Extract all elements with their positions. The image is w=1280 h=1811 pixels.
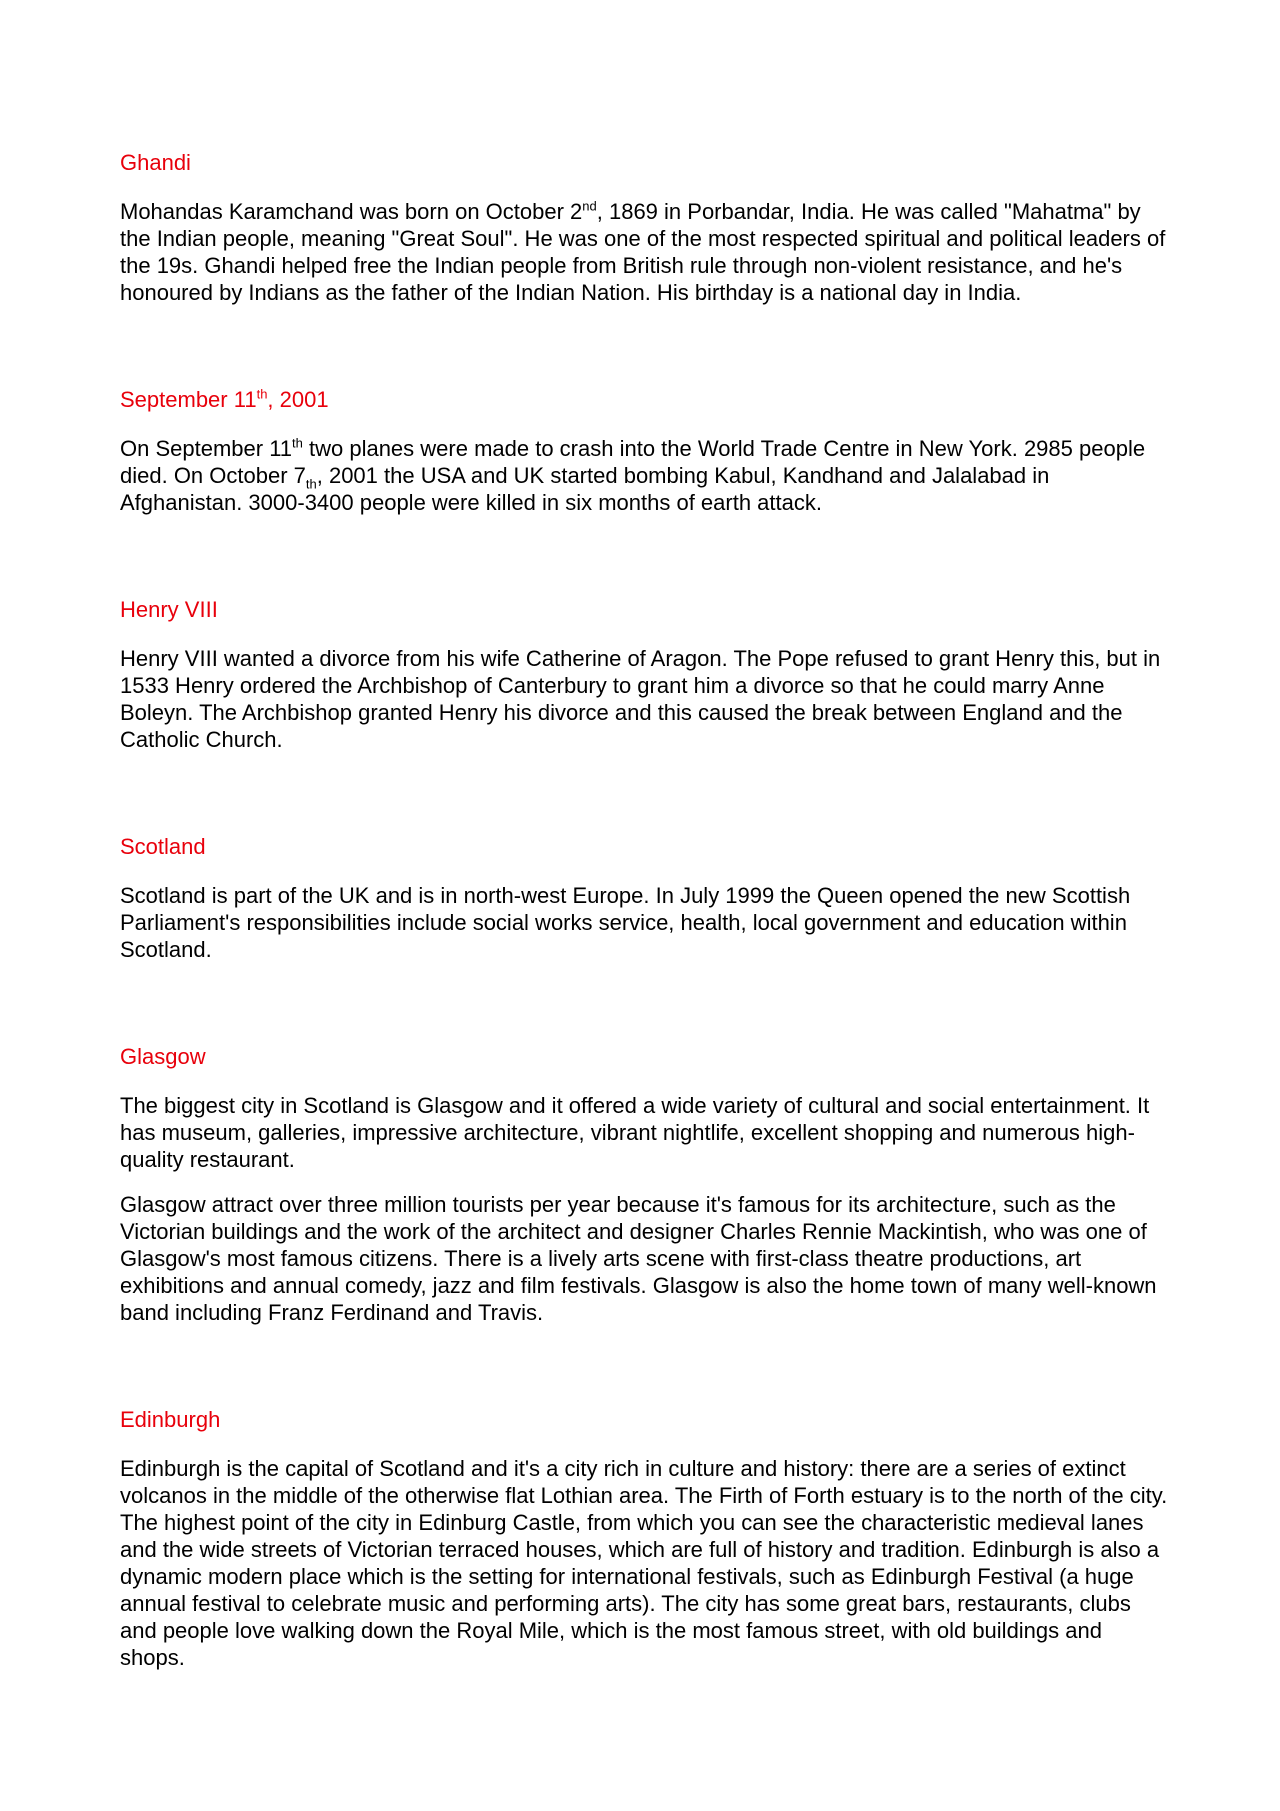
- heading-text: , 2001: [267, 387, 329, 412]
- paragraph: Glasgow attract over three million tourists per year because it's famous for its architecture, such as the Victorian buildings and the work of the architect and designer Charles Rennie Mackintish, who was one of Glasgow's most famous citizens. There is a lively arts scene with first-class theatre productions, art exhibitions and annual comedy, jazz and film festivals. Glasgow is also the home town of many well-known band including Franz Ferdinand and Travis.: [120, 1192, 1157, 1325]
- section-edinburgh: [120, 1407, 1170, 1671]
- section-henry-viii: [120, 597, 1170, 753]
- paragraph-text: Mohandas Karamchand was born on October 2: [120, 199, 583, 224]
- paragraph: Scotland is part of the UK and is in north-west Europe. In July 1999 the Queen opened the new Scottish Parliament's responsibilities include social works service, health, local government and education within Scotland.: [120, 883, 1131, 962]
- paragraph: [120, 435, 1170, 516]
- document-page: [120, 150, 1170, 1689]
- superscript-text: th: [256, 386, 268, 402]
- subscript-text: th: [305, 476, 317, 492]
- section-september-11: [120, 387, 1170, 516]
- superscript-text: nd: [582, 198, 597, 214]
- section-glasgow: [120, 1044, 1170, 1326]
- section-heading: Glasgow: [120, 1044, 206, 1069]
- section-ghandi: [120, 150, 1170, 306]
- section-heading: [120, 387, 1170, 413]
- paragraph-text: two planes were made to crash into the World Trade Centre in New York. 2985 people died. On October 7: [120, 436, 1146, 488]
- section-heading: Scotland: [120, 834, 206, 859]
- paragraph-text: , 2001 the USA and UK started bombing Kabul, Kandhand and Jalalabad in Afghanistan. 3000-3400 people were killed in six months of earth attack.: [120, 463, 1050, 515]
- section-heading: Henry VIII: [120, 597, 218, 622]
- paragraph-text: On September 11: [120, 436, 293, 461]
- section-heading: Edinburgh: [120, 1407, 221, 1432]
- section-heading: Ghandi: [120, 150, 191, 175]
- section-scotland: [120, 834, 1170, 963]
- paragraph-text: , 1869 in Porbandar, India. He was called "Mahatma" by the Indian people, meaning "Great Soul". He was one of the most respected spiritual and political leaders of the 19s. Ghandi helped free the Indian people from British rule through non-violent resistance, and he's honoured by Indians as the father of the Indian Nation. His birthday is a national day in India.: [120, 199, 1166, 305]
- heading-text: September 11: [120, 387, 257, 412]
- paragraph: [120, 198, 1170, 306]
- superscript-text: th: [292, 435, 303, 451]
- paragraph: The biggest city in Scotland is Glasgow and it offered a wide variety of cultural and social entertainment. It has museum, galleries, impressive architecture, vibrant nightlife, excellent shopping and numerous high-quality restaurant.: [120, 1093, 1150, 1172]
- paragraph: Edinburgh is the capital of Scotland and it's a city rich in culture and history: there are a series of extinct volcanos in the middle of the otherwise flat Lothian area. The Firth of Forth estuary is to the north of the city. The highest point of the city in Edinburg Castle, from which you can see the characteristic medieval lanes and the wide streets of Victorian terraced houses, which are full of history and tradition. Edinburgh is also a dynamic modern place which is the setting for international festivals, such as Edinburgh Festival (a huge annual festival to celebrate music and performing arts). The city has some great bars, restaurants, clubs and people love walking down the Royal Mile, which is the most famous street, with old buildings and shops.: [120, 1456, 1168, 1670]
- paragraph: Henry VIII wanted a divorce from his wife Catherine of Aragon. The Pope refused to grant Henry this, but in 1533 Henry ordered the Archbishop of Canterbury to grant him a divorce so that he could marry Anne Boleyn. The Archbishop granted Henry his divorce and this caused the break between England and the Catholic Church.: [120, 646, 1161, 752]
